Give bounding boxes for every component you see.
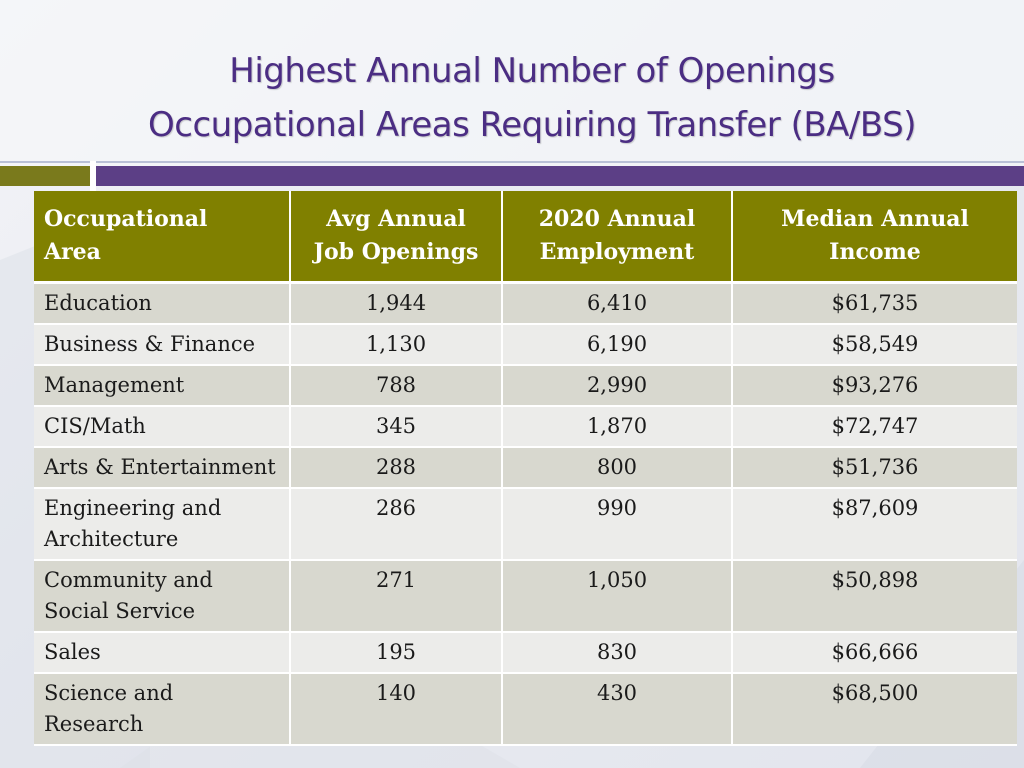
- cell-job-openings: 788: [290, 365, 502, 406]
- header-occupational-area: [34, 191, 290, 283]
- cell-job-openings: 140: [290, 673, 502, 745]
- cell-median-income: $68,500: [732, 673, 1017, 745]
- cell-job-openings: 286: [290, 488, 502, 560]
- cell-employment: 800: [502, 447, 732, 488]
- accent-bar-purple: [96, 166, 1024, 186]
- slide-title: [40, 44, 1024, 152]
- cell-occupational-area: [34, 560, 290, 632]
- cell-employment: 990: [502, 488, 732, 560]
- cell-occupational-area: [34, 365, 290, 406]
- table-row: [34, 488, 1017, 560]
- cell-text: Business & Finance: [44, 332, 256, 356]
- header-text: Job Openings: [313, 239, 479, 265]
- cell-text: Science and Research: [44, 681, 174, 736]
- header-avg-annual-job-openings: [290, 191, 502, 283]
- table-row: [34, 406, 1017, 447]
- cell-text: Management: [44, 373, 185, 397]
- cell-text: CIS/Math: [44, 414, 146, 438]
- cell-employment: 6,190: [502, 324, 732, 365]
- table-row: [34, 324, 1017, 365]
- divider-line: [0, 161, 1024, 163]
- cell-employment: 1,050: [502, 560, 732, 632]
- header-text: 2020 Annual: [538, 206, 696, 232]
- cell-occupational-area: [34, 324, 290, 365]
- table-row: [34, 632, 1017, 673]
- header-text: Occupational: [44, 206, 208, 232]
- table-row: [34, 283, 1017, 325]
- cell-job-openings: 345: [290, 406, 502, 447]
- cell-text: Architecture: [44, 527, 179, 551]
- cell-median-income: $87,609: [732, 488, 1017, 560]
- cell-text: Arts & Entertainment: [44, 455, 276, 479]
- cell-job-openings: 271: [290, 560, 502, 632]
- cell-median-income: $72,747: [732, 406, 1017, 447]
- cell-text: Sales: [44, 640, 101, 664]
- table-row: [34, 365, 1017, 406]
- header-text: Median Annual: [781, 206, 969, 232]
- occupations-table: [34, 191, 1017, 746]
- slide-title-line-2: Occupational Areas Requiring Transfer (BA/BS): [148, 105, 916, 145]
- cell-job-openings: 288: [290, 447, 502, 488]
- cell-text: Social Service: [44, 599, 196, 623]
- cell-job-openings: 1,130: [290, 324, 502, 365]
- cell-occupational-area: [34, 488, 290, 560]
- cell-employment: 830: [502, 632, 732, 673]
- header-text: Employment: [539, 239, 695, 265]
- cell-text: Community and: [44, 568, 213, 592]
- cell-text: Engineering and: [44, 496, 222, 520]
- header-text: Area: [44, 239, 101, 265]
- table-row: [34, 673, 1017, 745]
- cell-median-income: $66,666: [732, 632, 1017, 673]
- table-body: [34, 283, 1017, 746]
- cell-occupational-area: [34, 447, 290, 488]
- cell-employment: 6,410: [502, 283, 732, 325]
- cell-job-openings: 195: [290, 632, 502, 673]
- cell-occupational-area: [34, 632, 290, 673]
- cell-median-income: $50,898: [732, 560, 1017, 632]
- cell-occupational-area: [34, 673, 290, 745]
- header-2020-annual-employment: [502, 191, 732, 283]
- cell-text: Education: [44, 291, 152, 315]
- cell-median-income: $61,735: [732, 283, 1017, 325]
- table-header-row: [34, 191, 1017, 283]
- header-median-annual-income: [732, 191, 1017, 283]
- cell-employment: 1,870: [502, 406, 732, 447]
- table-row: [34, 560, 1017, 632]
- header-text: Avg Annual: [326, 206, 466, 232]
- cell-median-income: $51,736: [732, 447, 1017, 488]
- cell-employment: 430: [502, 673, 732, 745]
- cell-occupational-area: [34, 406, 290, 447]
- cell-occupational-area: [34, 283, 290, 325]
- cell-employment: 2,990: [502, 365, 732, 406]
- header-text: Income: [829, 239, 921, 265]
- slide-title-line-1: Highest Annual Number of Openings: [229, 51, 835, 91]
- table-row: [34, 447, 1017, 488]
- cell-median-income: $58,549: [732, 324, 1017, 365]
- cell-median-income: $93,276: [732, 365, 1017, 406]
- cell-job-openings: 1,944: [290, 283, 502, 325]
- accent-bar-olive: [0, 166, 90, 186]
